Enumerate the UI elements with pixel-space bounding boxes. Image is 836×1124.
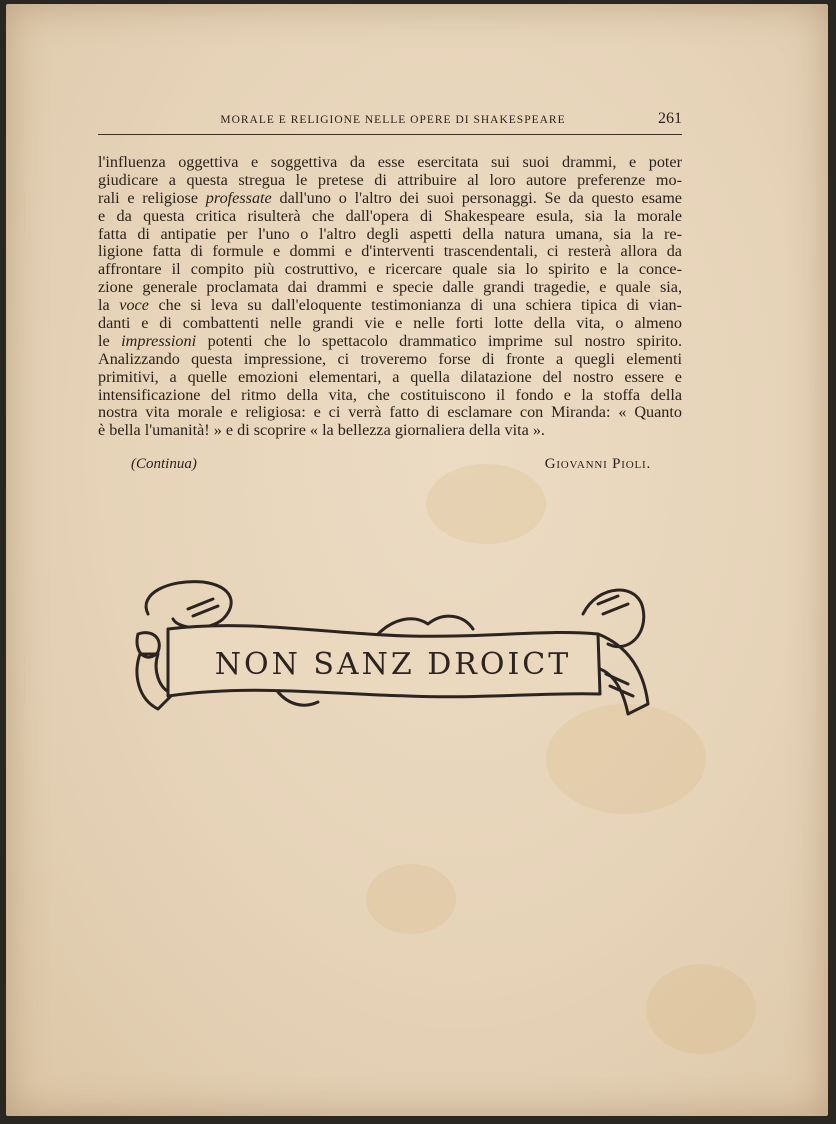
text-run: è bella l'umanità! » e di scoprire « la bellezza giornaliera della vita ». — [98, 421, 545, 440]
text-line — [98, 387, 682, 405]
text-line — [98, 422, 682, 440]
italic-phrase: voce — [119, 296, 149, 315]
text-run: affrontare il compito più costruttivo, e ricercare quale sia lo spirito e la conce- — [98, 260, 682, 279]
text-run: nostra vita morale e religiosa: e ci verrà fatto di esclamare con Miranda: « Quanto — [98, 403, 682, 422]
text-line — [98, 279, 682, 297]
italic-phrase: professate — [205, 188, 272, 207]
author-name: Giovanni Pioli. — [544, 456, 651, 472]
page-number: 261 — [658, 110, 682, 127]
text-run: danti e di combattenti nelle grandi vie e nelle forti lotte della vita, o almeno — [98, 314, 682, 333]
text-line — [98, 261, 682, 279]
signoff — [131, 456, 651, 476]
text-run: fatta di antipatie per l'uno o l'altro degli aspetti della natura umana, sia la re- — [98, 224, 682, 243]
text-run: rali e religiose — [98, 188, 206, 207]
text-line — [98, 315, 682, 333]
foliage-bottom — [278, 692, 318, 705]
book-page — [6, 4, 828, 1116]
text-run: dall'uno o l'altro dei suoi personaggi. Se da questo esame — [271, 188, 682, 207]
running-header — [98, 110, 682, 135]
text-run: e da questa critica risulterà che dall'opera di Shakespeare esula, sia la morale — [98, 206, 682, 225]
text-line — [98, 351, 682, 369]
foxing-stain — [646, 964, 756, 1054]
text-line — [98, 369, 682, 387]
foxing-stain — [426, 464, 546, 544]
running-title: MORALE E RELIGIONE NELLE OPERE DI SHAKESPEARE — [220, 114, 566, 126]
text-line — [98, 190, 682, 208]
continued-note: (Continua) — [131, 456, 197, 472]
text-line — [98, 297, 682, 315]
foliage-top — [378, 616, 473, 634]
text-run: le — [98, 331, 122, 350]
text-run: intensificazione del ritmo della vita, che costituiscono il fondo e la stoffa della — [98, 385, 682, 404]
text-run: Analizzando questa impressione, ci troveremo forse di fronte a quegli elementi — [98, 349, 682, 368]
motto-text: NON SANZ DROICT — [214, 647, 572, 682]
text-line — [98, 404, 682, 422]
text-run: che si leva su dall'eloquente testimonianza di una schiera tipica di vian- — [148, 296, 682, 315]
text-line — [98, 226, 682, 244]
italic-phrase: impressioni — [121, 331, 197, 350]
body-text — [98, 154, 682, 440]
text-run: ligione fatta di formule e dommi e d'interventi trascendentali, ci resterà allora da — [98, 242, 682, 261]
text-run: la — [98, 296, 120, 315]
text-run: primitivi, a quelle emozioni elementari, a quella dilatazione del nostro essere e — [98, 367, 682, 386]
foxing-stain — [366, 864, 456, 934]
text-line — [98, 172, 682, 190]
text-line — [98, 154, 682, 172]
text-run: giudicare a questa stregua le pretese di attribuire al loro autore preferenze mo- — [98, 170, 682, 189]
text-run: potenti che lo spettacolo drammatico imprime sul nostro spirito. — [196, 331, 683, 350]
text-run: zione generale proclamata dai drammi e specie dalle grandi tragedie, e quale sia, — [98, 278, 682, 297]
text-line — [98, 208, 682, 226]
text-line — [98, 243, 682, 261]
ribbon-emblem — [128, 574, 658, 724]
text-run: l'influenza oggettiva e soggettiva da esse esercitata sui suoi drammi, e poter — [98, 153, 682, 171]
text-line — [98, 333, 682, 351]
